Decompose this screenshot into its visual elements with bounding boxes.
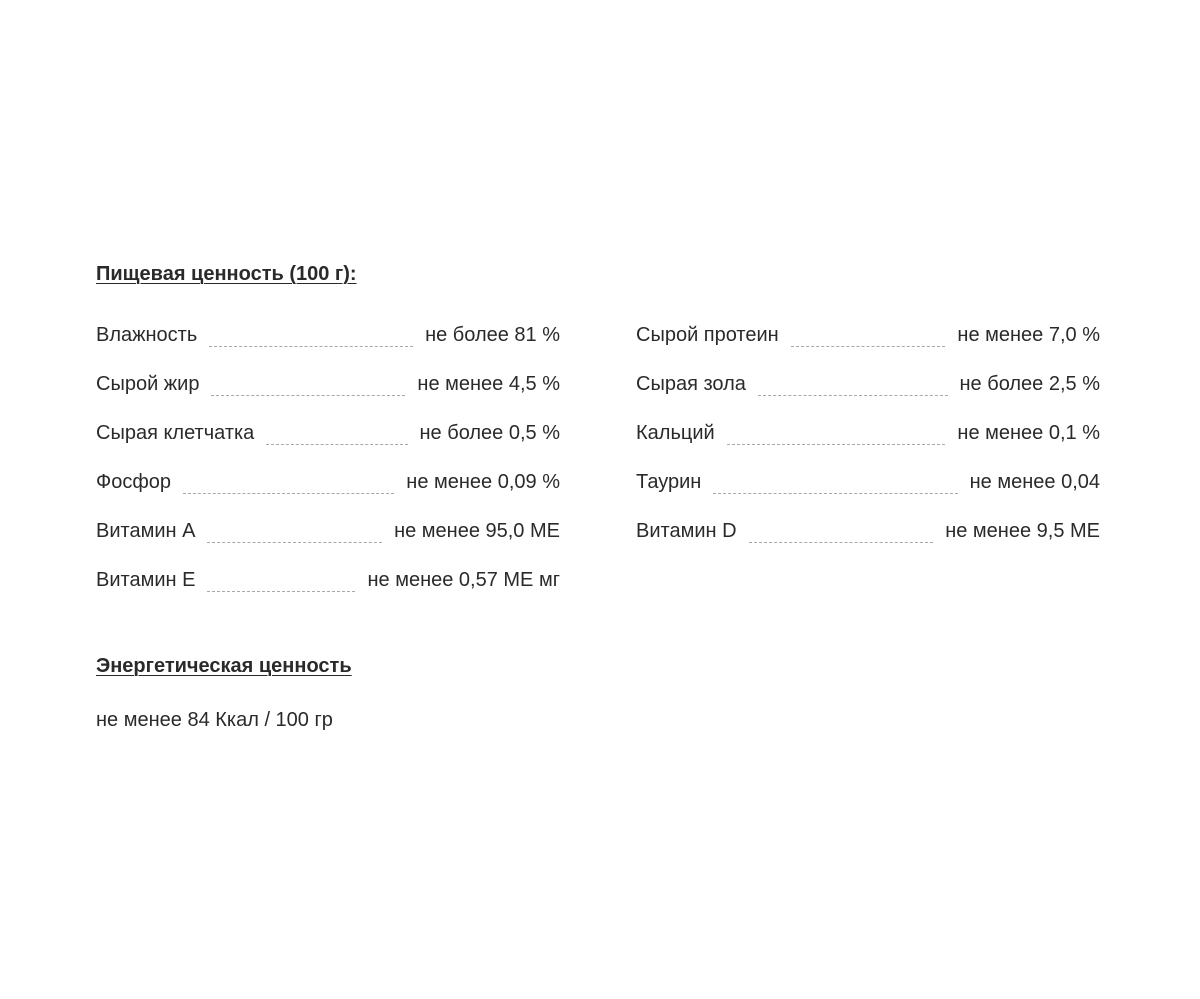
nutrient-label: Влажность (96, 324, 198, 346)
dotted-leader (749, 542, 934, 543)
nutrient-label: Сырая зола (636, 373, 746, 395)
nutrient-value: не более 2,5 % (959, 373, 1100, 395)
dotted-leader (713, 493, 957, 494)
energy-title: Энергетическая ценность (96, 655, 352, 677)
nutrient-row (636, 458, 1100, 507)
nutrition-left-column (96, 311, 560, 605)
nutrient-value: не менее 0,57 МЕ мг (367, 569, 560, 591)
nutrient-value: не менее 4,5 % (417, 373, 560, 395)
nutrient-row (636, 311, 1100, 360)
nutrient-row (96, 507, 560, 556)
nutrient-row (96, 556, 560, 605)
nutrition-title: Пищевая ценность (100 г): (96, 263, 357, 285)
dotted-leader (758, 395, 948, 396)
nutrient-label: Сырой жир (96, 373, 200, 395)
nutrient-row (96, 409, 560, 458)
nutrient-value: не более 0,5 % (419, 422, 560, 444)
nutrient-row (96, 458, 560, 507)
nutrient-label: Таурин (636, 471, 702, 493)
nutrient-value: не менее 7,0 % (957, 324, 1100, 346)
nutrient-label: Сырая клетчатка (96, 422, 255, 444)
dotted-leader (211, 395, 405, 396)
dotted-leader (207, 591, 355, 592)
nutrient-label: Витамин Е (96, 569, 196, 591)
nutrient-row (96, 360, 560, 409)
nutrient-label: Сырой протеин (636, 324, 779, 346)
nutrient-label: Витамин D (636, 520, 737, 542)
nutrient-value: не менее 0,09 % (406, 471, 560, 493)
nutrient-row (636, 409, 1100, 458)
dotted-leader (791, 346, 946, 347)
dotted-leader (183, 493, 394, 494)
dotted-leader (266, 444, 407, 445)
nutrient-value: не менее 0,1 % (957, 422, 1100, 444)
nutrient-label: Витамин А (96, 520, 196, 542)
dotted-leader (207, 542, 382, 543)
nutrient-label: Фосфор (96, 471, 172, 493)
dotted-leader (209, 346, 413, 347)
nutrition-right-column (636, 311, 1100, 556)
energy-value: не менее 84 Ккал / 100 гр (96, 709, 333, 731)
nutrient-value: не более 81 % (425, 324, 560, 346)
nutrient-row (96, 311, 560, 360)
nutrient-row (636, 507, 1100, 556)
nutrient-label: Кальций (636, 422, 715, 444)
dotted-leader (727, 444, 946, 445)
nutrient-value: не менее 95,0 МЕ (394, 520, 560, 542)
nutrient-value: не менее 0,04 (969, 471, 1100, 493)
nutrient-value: не менее 9,5 МЕ (945, 520, 1100, 542)
nutrient-row (636, 360, 1100, 409)
